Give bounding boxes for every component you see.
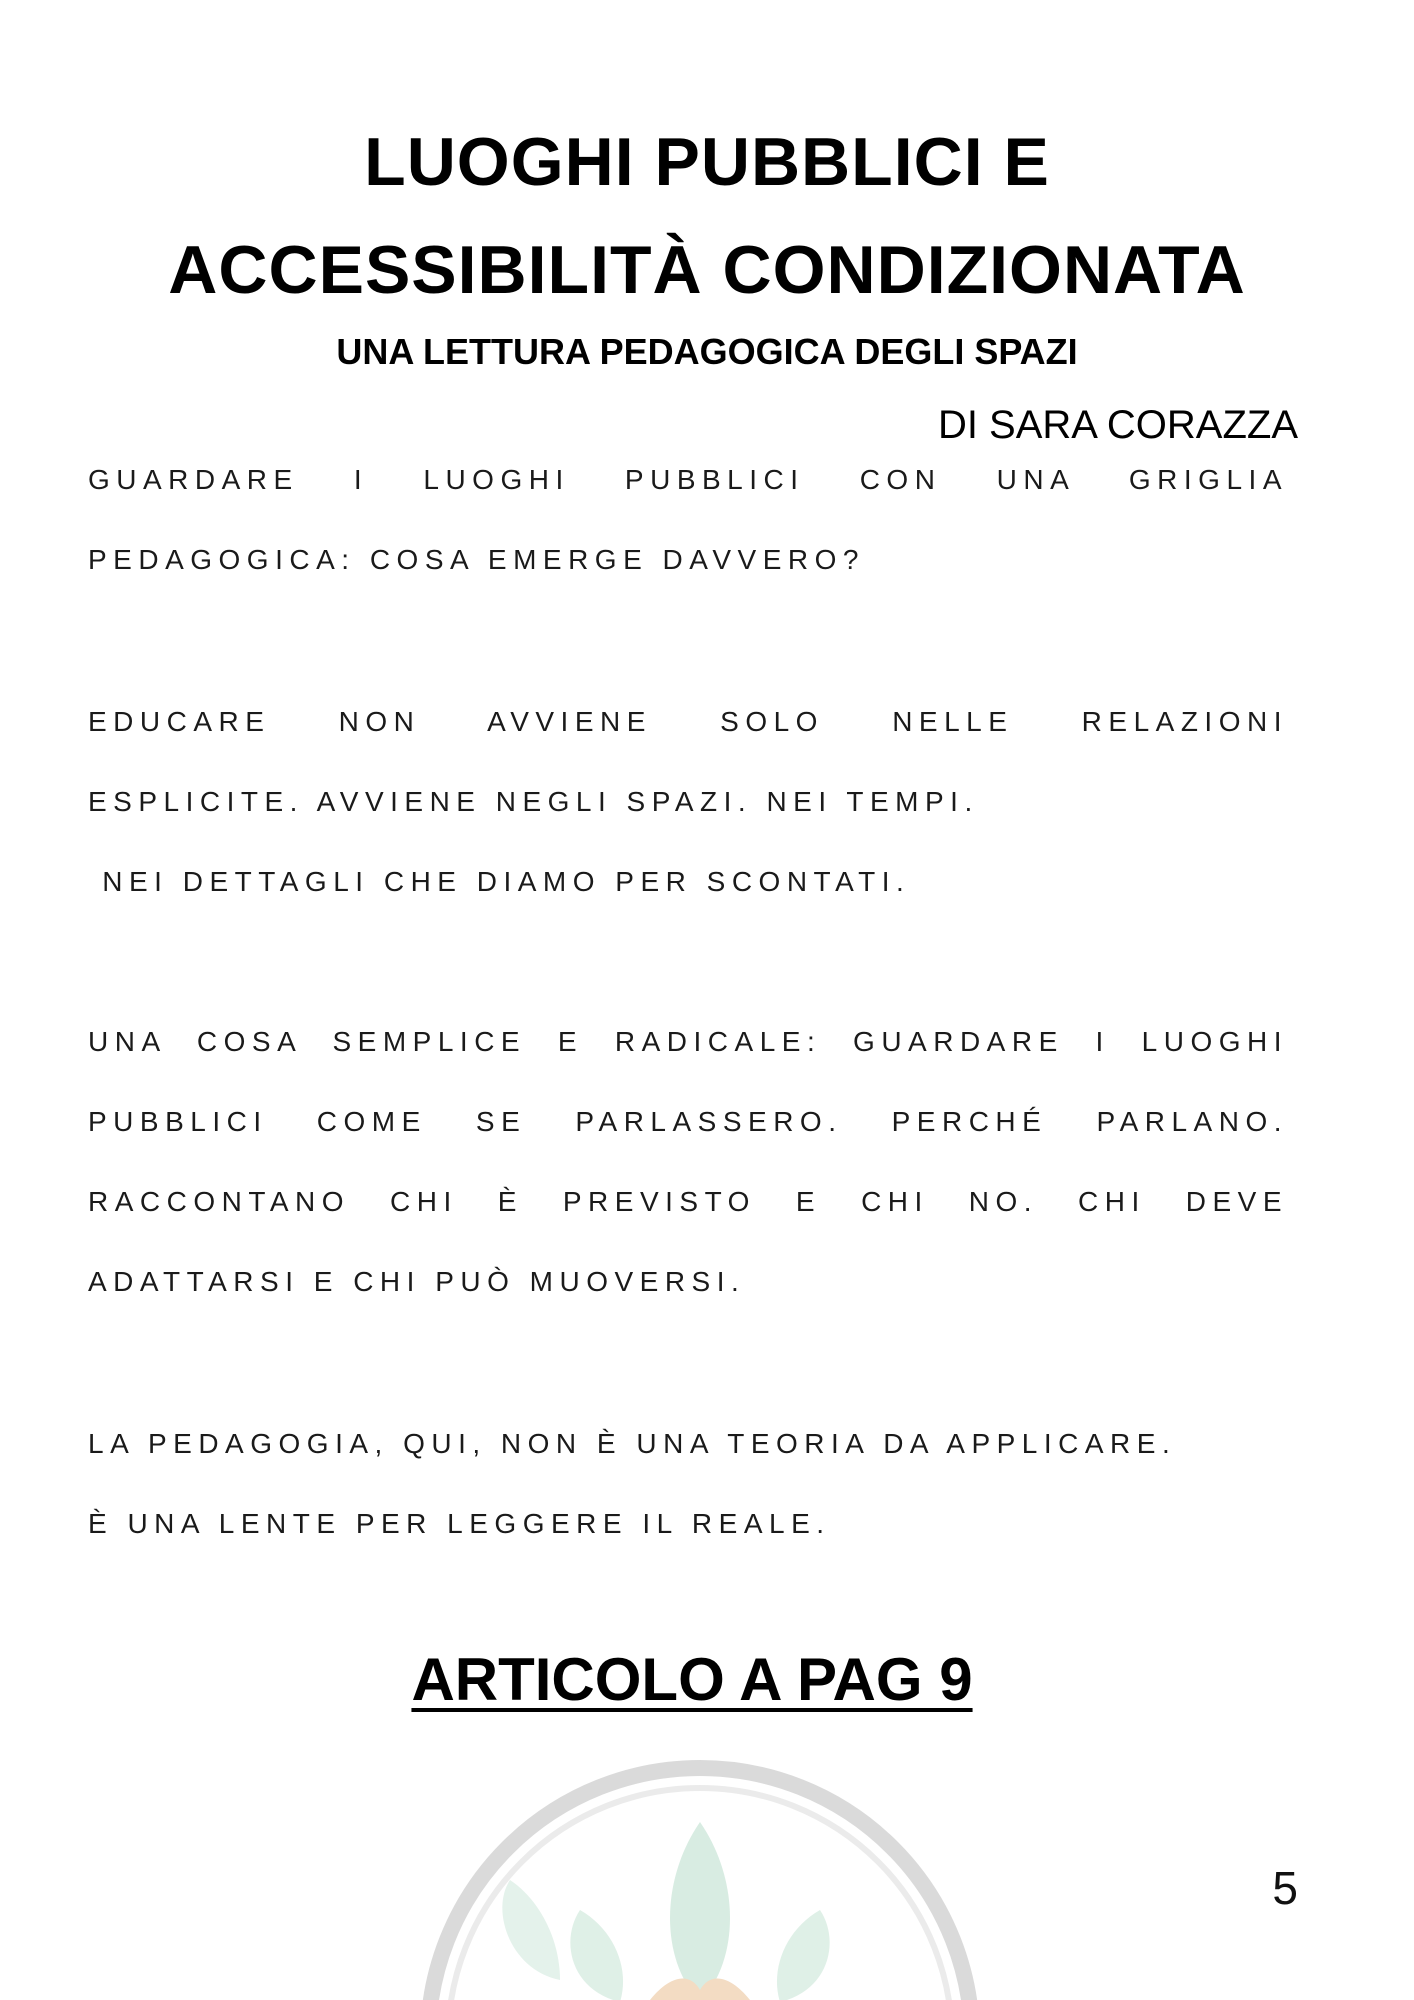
logo-leaf-center — [670, 1822, 730, 2000]
paragraph-4 — [88, 1404, 1288, 1564]
article-subtitle: UNA LETTURA PEDAGOGICA DEGLI SPAZI — [336, 331, 1078, 372]
paragraph-line: LA PEDAGOGIA, QUI, NON È UNA TEORIA DA APPLICARE. — [88, 1428, 1177, 1459]
logo-leaf-right — [777, 1910, 830, 2000]
paragraph-line: PUBBLICI COME SE PARLASSERO. PERCHÉ PARLANO. — [88, 1106, 1288, 1137]
author-byline: DI SARA CORAZZA — [937, 403, 1298, 447]
paragraph-1 — [88, 440, 1288, 600]
title-line-1: LUOGHI PUBBLICI E — [364, 124, 1050, 200]
paragraph-line: ADATTARSI E CHI PUÒ MUOVERSI. — [88, 1266, 746, 1297]
paragraph-line: ESPLICITE. AVVIENE NEGLI SPAZI. NEI TEMPI. — [88, 786, 979, 817]
paragraph-line: È UNA LENTE PER LEGGERE IL REALE. — [88, 1508, 831, 1539]
article-title — [0, 108, 1414, 324]
paragraph-line: UNA COSA SEMPLICE E RADICALE: GUARDARE I LUOGHI — [88, 1026, 1288, 1057]
paragraph-line: NEI DETTAGLI CHE DIAMO PER SCONTATI. — [88, 866, 911, 897]
paragraph-line: PEDAGOGICA: COSA EMERGE DAVVERO? — [88, 544, 865, 575]
logo-leaf-left — [570, 1910, 623, 2000]
paragraph-3 — [88, 1002, 1288, 1322]
title-line-2: ACCESSIBILITÀ CONDIZIONATA — [168, 232, 1246, 308]
page-number: 5 — [1272, 1862, 1298, 1914]
logo-leaf-far-left — [502, 1880, 560, 1980]
paragraph-2 — [88, 682, 1288, 922]
tree-leaves-logo-icon — [370, 1740, 1030, 2000]
paragraph-line: GUARDARE I LUOGHI PUBBLICI CON UNA GRIGLIA — [88, 464, 1288, 495]
article-page-reference: ARTICOLO A PAG 9 — [411, 1646, 973, 1713]
paragraph-line: RACCONTANO CHI È PREVISTO E CHI NO. CHI DEVE — [88, 1186, 1288, 1217]
paragraph-line: EDUCARE NON AVVIENE SOLO NELLE RELAZIONI — [88, 706, 1288, 737]
